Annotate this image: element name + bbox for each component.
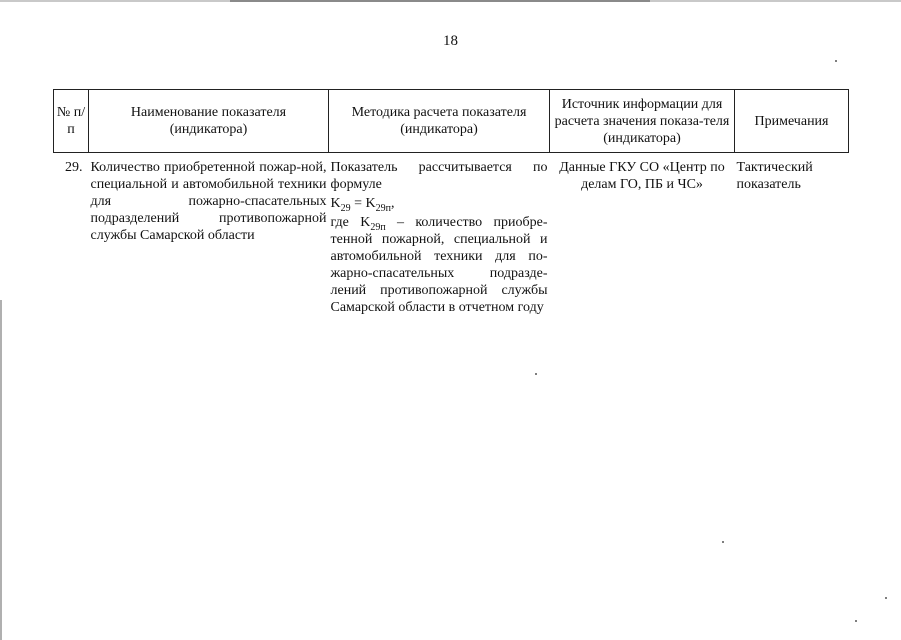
header-num: № п/п <box>54 90 89 153</box>
formula-eq: = K <box>350 196 376 211</box>
row-num: 29. <box>65 160 83 175</box>
formula <box>331 195 548 212</box>
scan-edge-top-dark <box>230 0 650 2</box>
formula-end: , <box>391 196 395 211</box>
row-notes: Тактический показатель <box>736 160 813 192</box>
header-name: Наименование показателя (индикатора) <box>89 90 329 153</box>
scan-speck <box>885 597 887 599</box>
table-header-row <box>54 90 849 153</box>
where-text: – количество приобре-тенной пожарной, специальной и автомобильной техники для по-жарно-спасательных подразде-лений противопожарной службы Самарской области в отчетном году <box>330 215 548 315</box>
scan-speck <box>855 620 857 622</box>
formula-lhs: K <box>330 196 341 211</box>
table-row <box>54 153 849 317</box>
header-source: Источник информации для расчета значения показа-теля (индикатора) <box>550 90 735 153</box>
where-prefix: где K <box>330 215 371 230</box>
indicator-table <box>53 89 849 316</box>
row-method <box>329 153 550 317</box>
method-intro: Показатель рассчитывается по формуле <box>330 160 548 192</box>
scan-speck <box>535 373 537 375</box>
page-number: 18 <box>443 33 458 49</box>
row-source: Данные ГКУ СО «Центр по делам ГО, ПБ и ЧС» <box>559 160 725 192</box>
formula-lhs-sub: 29 <box>340 202 351 214</box>
header-method: Методика расчета показателя (индикатора) <box>329 90 550 153</box>
row-name: Количество приобретенной пожар-ной, специальной и автомобильной техники для пожарно-спасательных подразделений противопожарной службы Самарской области <box>90 160 327 243</box>
formula-rhs-sub: 29п <box>375 202 391 214</box>
scan-edge-left <box>0 300 2 640</box>
scan-speck <box>722 541 724 543</box>
where-sub: 29п <box>370 221 386 233</box>
header-notes: Примечания <box>735 90 849 153</box>
scan-speck <box>835 60 837 62</box>
